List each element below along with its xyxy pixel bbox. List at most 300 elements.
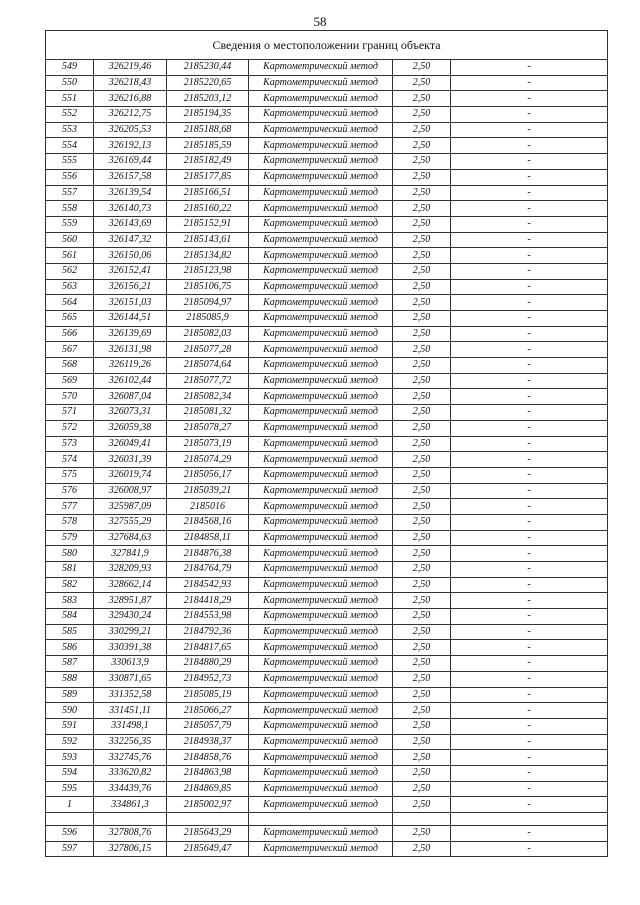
table-row (46, 342, 608, 358)
point-number-cell: 584 (46, 609, 94, 625)
description-cell: - (451, 781, 608, 797)
description-cell: - (451, 436, 608, 452)
point-number-cell: 561 (46, 248, 94, 264)
table-row (46, 154, 608, 170)
method-cell: Картометрический метод (249, 185, 393, 201)
table-row (46, 593, 608, 609)
table-row (46, 201, 608, 217)
accuracy-cell: 2,50 (393, 750, 451, 766)
method-cell: Картометрический метод (249, 546, 393, 562)
y-coordinate-cell: 2185074,29 (167, 452, 249, 468)
table-row (46, 216, 608, 232)
x-coordinate-cell: 330299,21 (94, 624, 167, 640)
description-cell: - (451, 405, 608, 421)
method-cell: Картометрический метод (249, 91, 393, 107)
point-number-cell: 549 (46, 60, 94, 76)
y-coordinate-cell: 2184858,76 (167, 750, 249, 766)
table-gap-row (46, 813, 608, 826)
accuracy-cell: 2,50 (393, 436, 451, 452)
x-coordinate-cell: 326139,69 (94, 326, 167, 342)
method-cell: Картометрический метод (249, 797, 393, 813)
table-row (46, 656, 608, 672)
accuracy-cell: 2,50 (393, 185, 451, 201)
accuracy-cell: 2,50 (393, 577, 451, 593)
point-number-cell: 553 (46, 122, 94, 138)
table-row (46, 841, 608, 857)
description-cell: - (451, 624, 608, 640)
y-coordinate-cell: 2184553,98 (167, 609, 249, 625)
empty-cell (249, 813, 393, 826)
x-coordinate-cell: 326157,58 (94, 169, 167, 185)
method-cell: Картометрический метод (249, 389, 393, 405)
method-cell: Картометрический метод (249, 263, 393, 279)
description-cell: - (451, 326, 608, 342)
description-cell: - (451, 185, 608, 201)
table-row (46, 311, 608, 327)
accuracy-cell: 2,50 (393, 841, 451, 857)
point-number-cell: 575 (46, 467, 94, 483)
point-number-cell: 557 (46, 185, 94, 201)
y-coordinate-cell: 2185649,47 (167, 841, 249, 857)
point-number-cell: 586 (46, 640, 94, 656)
table-row (46, 609, 608, 625)
accuracy-cell: 2,50 (393, 107, 451, 123)
method-cell: Картометрический метод (249, 248, 393, 264)
accuracy-cell: 2,50 (393, 248, 451, 264)
y-coordinate-cell: 2185185,59 (167, 138, 249, 154)
empty-cell (451, 813, 608, 826)
method-cell: Картометрический метод (249, 169, 393, 185)
table-row (46, 765, 608, 781)
point-number-cell: 576 (46, 483, 94, 499)
y-coordinate-cell: 2185074,64 (167, 358, 249, 374)
description-cell: - (451, 452, 608, 468)
y-coordinate-cell: 2185152,91 (167, 216, 249, 232)
table-row (46, 734, 608, 750)
point-number-cell: 582 (46, 577, 94, 593)
method-cell: Картометрический метод (249, 687, 393, 703)
point-number-cell: 554 (46, 138, 94, 154)
description-cell: - (451, 216, 608, 232)
method-cell: Картометрический метод (249, 420, 393, 436)
x-coordinate-cell: 326143,69 (94, 216, 167, 232)
y-coordinate-cell: 2184418,29 (167, 593, 249, 609)
x-coordinate-cell: 334439,76 (94, 781, 167, 797)
method-cell: Картометрический метод (249, 734, 393, 750)
method-cell: Картометрический метод (249, 295, 393, 311)
accuracy-cell: 2,50 (393, 358, 451, 374)
point-number-cell: 593 (46, 750, 94, 766)
table-row (46, 797, 608, 813)
description-cell: - (451, 169, 608, 185)
description-cell: - (451, 826, 608, 842)
description-cell: - (451, 75, 608, 91)
method-cell: Картометрический метод (249, 201, 393, 217)
x-coordinate-cell: 326073,31 (94, 405, 167, 421)
description-cell: - (451, 107, 608, 123)
accuracy-cell: 2,50 (393, 687, 451, 703)
empty-cell (393, 813, 451, 826)
accuracy-cell: 2,50 (393, 781, 451, 797)
point-number-cell: 564 (46, 295, 94, 311)
table-row (46, 436, 608, 452)
point-number-cell: 558 (46, 201, 94, 217)
accuracy-cell: 2,50 (393, 826, 451, 842)
point-number-cell: 581 (46, 562, 94, 578)
point-number-cell: 592 (46, 734, 94, 750)
point-number-cell: 556 (46, 169, 94, 185)
point-number-cell: 573 (46, 436, 94, 452)
point-number-cell: 568 (46, 358, 94, 374)
description-cell: - (451, 514, 608, 530)
table-row (46, 577, 608, 593)
y-coordinate-cell: 2185160,22 (167, 201, 249, 217)
x-coordinate-cell: 326169,44 (94, 154, 167, 170)
description-cell: - (451, 60, 608, 76)
description-cell: - (451, 248, 608, 264)
x-coordinate-cell: 327806,15 (94, 841, 167, 857)
description-cell: - (451, 499, 608, 515)
method-cell: Картометрический метод (249, 530, 393, 546)
x-coordinate-cell: 326131,98 (94, 342, 167, 358)
y-coordinate-cell: 2185085,9 (167, 311, 249, 327)
y-coordinate-cell: 2185073,19 (167, 436, 249, 452)
table-row (46, 405, 608, 421)
table-row (46, 91, 608, 107)
table-row (46, 279, 608, 295)
x-coordinate-cell: 326019,74 (94, 467, 167, 483)
x-coordinate-cell: 327684,63 (94, 530, 167, 546)
x-coordinate-cell: 331498,1 (94, 718, 167, 734)
method-cell: Картометрический метод (249, 609, 393, 625)
description-cell: - (451, 373, 608, 389)
table-title-row (46, 31, 608, 60)
method-cell: Картометрический метод (249, 841, 393, 857)
point-number-cell: 585 (46, 624, 94, 640)
description-cell: - (451, 687, 608, 703)
point-number-cell: 570 (46, 389, 94, 405)
table-row (46, 530, 608, 546)
table-row (46, 373, 608, 389)
x-coordinate-cell: 329430,24 (94, 609, 167, 625)
method-cell: Картометрический метод (249, 311, 393, 327)
x-coordinate-cell: 326219,46 (94, 60, 167, 76)
point-number-cell: 559 (46, 216, 94, 232)
x-coordinate-cell: 325987,09 (94, 499, 167, 515)
description-cell: - (451, 750, 608, 766)
description-cell: - (451, 703, 608, 719)
point-number-cell: 596 (46, 826, 94, 842)
accuracy-cell: 2,50 (393, 263, 451, 279)
method-cell: Картометрический метод (249, 750, 393, 766)
point-number-cell: 589 (46, 687, 94, 703)
description-cell: - (451, 232, 608, 248)
method-cell: Картометрический метод (249, 562, 393, 578)
point-number-cell: 560 (46, 232, 94, 248)
point-number-cell: 1 (46, 797, 94, 813)
y-coordinate-cell: 2185039,21 (167, 483, 249, 499)
x-coordinate-cell: 326059,38 (94, 420, 167, 436)
y-coordinate-cell: 2184764,79 (167, 562, 249, 578)
x-coordinate-cell: 328951,87 (94, 593, 167, 609)
point-number-cell: 578 (46, 514, 94, 530)
table-row (46, 420, 608, 436)
description-cell: - (451, 467, 608, 483)
accuracy-cell: 2,50 (393, 201, 451, 217)
accuracy-cell: 2,50 (393, 797, 451, 813)
description-cell: - (451, 797, 608, 813)
accuracy-cell: 2,50 (393, 671, 451, 687)
point-number-cell: 572 (46, 420, 94, 436)
method-cell: Картометрический метод (249, 60, 393, 76)
x-coordinate-cell: 326119,26 (94, 358, 167, 374)
x-coordinate-cell: 326150,06 (94, 248, 167, 264)
x-coordinate-cell: 326147,32 (94, 232, 167, 248)
x-coordinate-cell: 326031,39 (94, 452, 167, 468)
empty-cell (94, 813, 167, 826)
y-coordinate-cell: 2185182,49 (167, 154, 249, 170)
y-coordinate-cell: 2185177,85 (167, 169, 249, 185)
x-coordinate-cell: 326156,21 (94, 279, 167, 295)
y-coordinate-cell: 2184792,36 (167, 624, 249, 640)
description-cell: - (451, 718, 608, 734)
table-row (46, 514, 608, 530)
y-coordinate-cell: 2184817,65 (167, 640, 249, 656)
description-cell: - (451, 530, 608, 546)
y-coordinate-cell: 2184876,38 (167, 546, 249, 562)
table-row (46, 687, 608, 703)
x-coordinate-cell: 332256,35 (94, 734, 167, 750)
method-cell: Картометрический метод (249, 703, 393, 719)
empty-cell (46, 813, 94, 826)
point-number-cell: 595 (46, 781, 94, 797)
table-row (46, 826, 608, 842)
description-cell: - (451, 122, 608, 138)
method-cell: Картометрический метод (249, 718, 393, 734)
accuracy-cell: 2,50 (393, 326, 451, 342)
page-number: 58 (313, 14, 327, 29)
accuracy-cell: 2,50 (393, 467, 451, 483)
y-coordinate-cell: 2185166,51 (167, 185, 249, 201)
x-coordinate-cell: 326144,51 (94, 311, 167, 327)
y-coordinate-cell: 2185057,79 (167, 718, 249, 734)
y-coordinate-cell: 2184938,37 (167, 734, 249, 750)
x-coordinate-cell: 326218,43 (94, 75, 167, 91)
y-coordinate-cell: 2185230,44 (167, 60, 249, 76)
point-number-cell: 577 (46, 499, 94, 515)
x-coordinate-cell: 326102,44 (94, 373, 167, 389)
method-cell: Картометрический метод (249, 499, 393, 515)
table-row (46, 718, 608, 734)
description-cell: - (451, 734, 608, 750)
table-row (46, 483, 608, 499)
point-number-cell: 597 (46, 841, 94, 857)
table-row (46, 703, 608, 719)
method-cell: Картометрический метод (249, 656, 393, 672)
accuracy-cell: 2,50 (393, 373, 451, 389)
description-cell: - (451, 593, 608, 609)
y-coordinate-cell: 2185194,35 (167, 107, 249, 123)
table-row (46, 138, 608, 154)
x-coordinate-cell: 333620,82 (94, 765, 167, 781)
x-coordinate-cell: 328662,14 (94, 577, 167, 593)
table-row (46, 562, 608, 578)
method-cell: Картометрический метод (249, 671, 393, 687)
y-coordinate-cell: 2185085,19 (167, 687, 249, 703)
accuracy-cell: 2,50 (393, 609, 451, 625)
point-number-cell: 574 (46, 452, 94, 468)
point-number-cell: 562 (46, 263, 94, 279)
point-number-cell: 588 (46, 671, 94, 687)
point-number-cell: 594 (46, 765, 94, 781)
x-coordinate-cell: 326139,54 (94, 185, 167, 201)
table-row (46, 671, 608, 687)
description-cell: - (451, 483, 608, 499)
y-coordinate-cell: 2185056,17 (167, 467, 249, 483)
point-number-cell: 551 (46, 91, 94, 107)
y-coordinate-cell: 2185077,72 (167, 373, 249, 389)
boundary-table-container (45, 30, 607, 857)
accuracy-cell: 2,50 (393, 295, 451, 311)
x-coordinate-cell: 330613,9 (94, 656, 167, 672)
x-coordinate-cell: 326008,97 (94, 483, 167, 499)
y-coordinate-cell: 2185066,27 (167, 703, 249, 719)
x-coordinate-cell: 328209,93 (94, 562, 167, 578)
method-cell: Картометрический метод (249, 373, 393, 389)
table-row (46, 248, 608, 264)
accuracy-cell: 2,50 (393, 624, 451, 640)
point-number-cell: 590 (46, 703, 94, 719)
description-cell: - (451, 389, 608, 405)
method-cell: Картометрический метод (249, 138, 393, 154)
accuracy-cell: 2,50 (393, 154, 451, 170)
table-row (46, 232, 608, 248)
description-cell: - (451, 609, 608, 625)
accuracy-cell: 2,50 (393, 279, 451, 295)
point-number-cell: 563 (46, 279, 94, 295)
x-coordinate-cell: 332745,76 (94, 750, 167, 766)
x-coordinate-cell: 327841,9 (94, 546, 167, 562)
method-cell: Картометрический метод (249, 514, 393, 530)
method-cell: Картометрический метод (249, 624, 393, 640)
accuracy-cell: 2,50 (393, 75, 451, 91)
method-cell: Картометрический метод (249, 326, 393, 342)
y-coordinate-cell: 2184568,16 (167, 514, 249, 530)
point-number-cell: 569 (46, 373, 94, 389)
method-cell: Картометрический метод (249, 75, 393, 91)
description-cell: - (451, 841, 608, 857)
point-number-cell: 579 (46, 530, 94, 546)
accuracy-cell: 2,50 (393, 405, 451, 421)
accuracy-cell: 2,50 (393, 60, 451, 76)
y-coordinate-cell: 2185016 (167, 499, 249, 515)
point-number-cell: 580 (46, 546, 94, 562)
x-coordinate-cell: 326140,73 (94, 201, 167, 217)
y-coordinate-cell: 2185143,61 (167, 232, 249, 248)
table-row (46, 263, 608, 279)
point-number-cell: 591 (46, 718, 94, 734)
table-row (46, 60, 608, 76)
x-coordinate-cell: 326212,75 (94, 107, 167, 123)
accuracy-cell: 2,50 (393, 122, 451, 138)
accuracy-cell: 2,50 (393, 765, 451, 781)
x-coordinate-cell: 326205,53 (94, 122, 167, 138)
accuracy-cell: 2,50 (393, 562, 451, 578)
y-coordinate-cell: 2184869,85 (167, 781, 249, 797)
method-cell: Картометрический метод (249, 765, 393, 781)
method-cell: Картометрический метод (249, 279, 393, 295)
table-row (46, 389, 608, 405)
y-coordinate-cell: 2185203,12 (167, 91, 249, 107)
y-coordinate-cell: 2185081,32 (167, 405, 249, 421)
accuracy-cell: 2,50 (393, 169, 451, 185)
table-title: Сведения о местоположении границ объекта (46, 31, 608, 60)
x-coordinate-cell: 326152,41 (94, 263, 167, 279)
description-cell: - (451, 765, 608, 781)
boundary-table (45, 30, 608, 857)
table-row (46, 499, 608, 515)
x-coordinate-cell: 334861,3 (94, 797, 167, 813)
point-number-cell: 565 (46, 311, 94, 327)
description-cell: - (451, 577, 608, 593)
description-cell: - (451, 671, 608, 687)
point-number-cell: 583 (46, 593, 94, 609)
y-coordinate-cell: 2185002,97 (167, 797, 249, 813)
x-coordinate-cell: 326049,41 (94, 436, 167, 452)
accuracy-cell: 2,50 (393, 452, 451, 468)
point-number-cell: 566 (46, 326, 94, 342)
y-coordinate-cell: 2185220,65 (167, 75, 249, 91)
y-coordinate-cell: 2185188,68 (167, 122, 249, 138)
description-cell: - (451, 358, 608, 374)
table-row (46, 75, 608, 91)
x-coordinate-cell: 327555,29 (94, 514, 167, 530)
table-row (46, 467, 608, 483)
description-cell: - (451, 154, 608, 170)
point-number-cell: 552 (46, 107, 94, 123)
y-coordinate-cell: 2184542,93 (167, 577, 249, 593)
y-coordinate-cell: 2184952,73 (167, 671, 249, 687)
point-number-cell: 571 (46, 405, 94, 421)
method-cell: Картометрический метод (249, 577, 393, 593)
accuracy-cell: 2,50 (393, 232, 451, 248)
method-cell: Картометрический метод (249, 483, 393, 499)
table-row (46, 358, 608, 374)
accuracy-cell: 2,50 (393, 499, 451, 515)
x-coordinate-cell: 331352,58 (94, 687, 167, 703)
description-cell: - (451, 640, 608, 656)
method-cell: Картометрический метод (249, 232, 393, 248)
x-coordinate-cell: 326216,88 (94, 91, 167, 107)
description-cell: - (451, 138, 608, 154)
accuracy-cell: 2,50 (393, 483, 451, 499)
accuracy-cell: 2,50 (393, 389, 451, 405)
accuracy-cell: 2,50 (393, 342, 451, 358)
point-number-cell: 555 (46, 154, 94, 170)
point-number-cell: 550 (46, 75, 94, 91)
x-coordinate-cell: 327808,76 (94, 826, 167, 842)
accuracy-cell: 2,50 (393, 91, 451, 107)
table-row (46, 169, 608, 185)
x-coordinate-cell: 330391,38 (94, 640, 167, 656)
method-cell: Картометрический метод (249, 216, 393, 232)
description-cell: - (451, 295, 608, 311)
y-coordinate-cell: 2185082,34 (167, 389, 249, 405)
accuracy-cell: 2,50 (393, 138, 451, 154)
accuracy-cell: 2,50 (393, 514, 451, 530)
description-cell: - (451, 279, 608, 295)
table-row (46, 624, 608, 640)
